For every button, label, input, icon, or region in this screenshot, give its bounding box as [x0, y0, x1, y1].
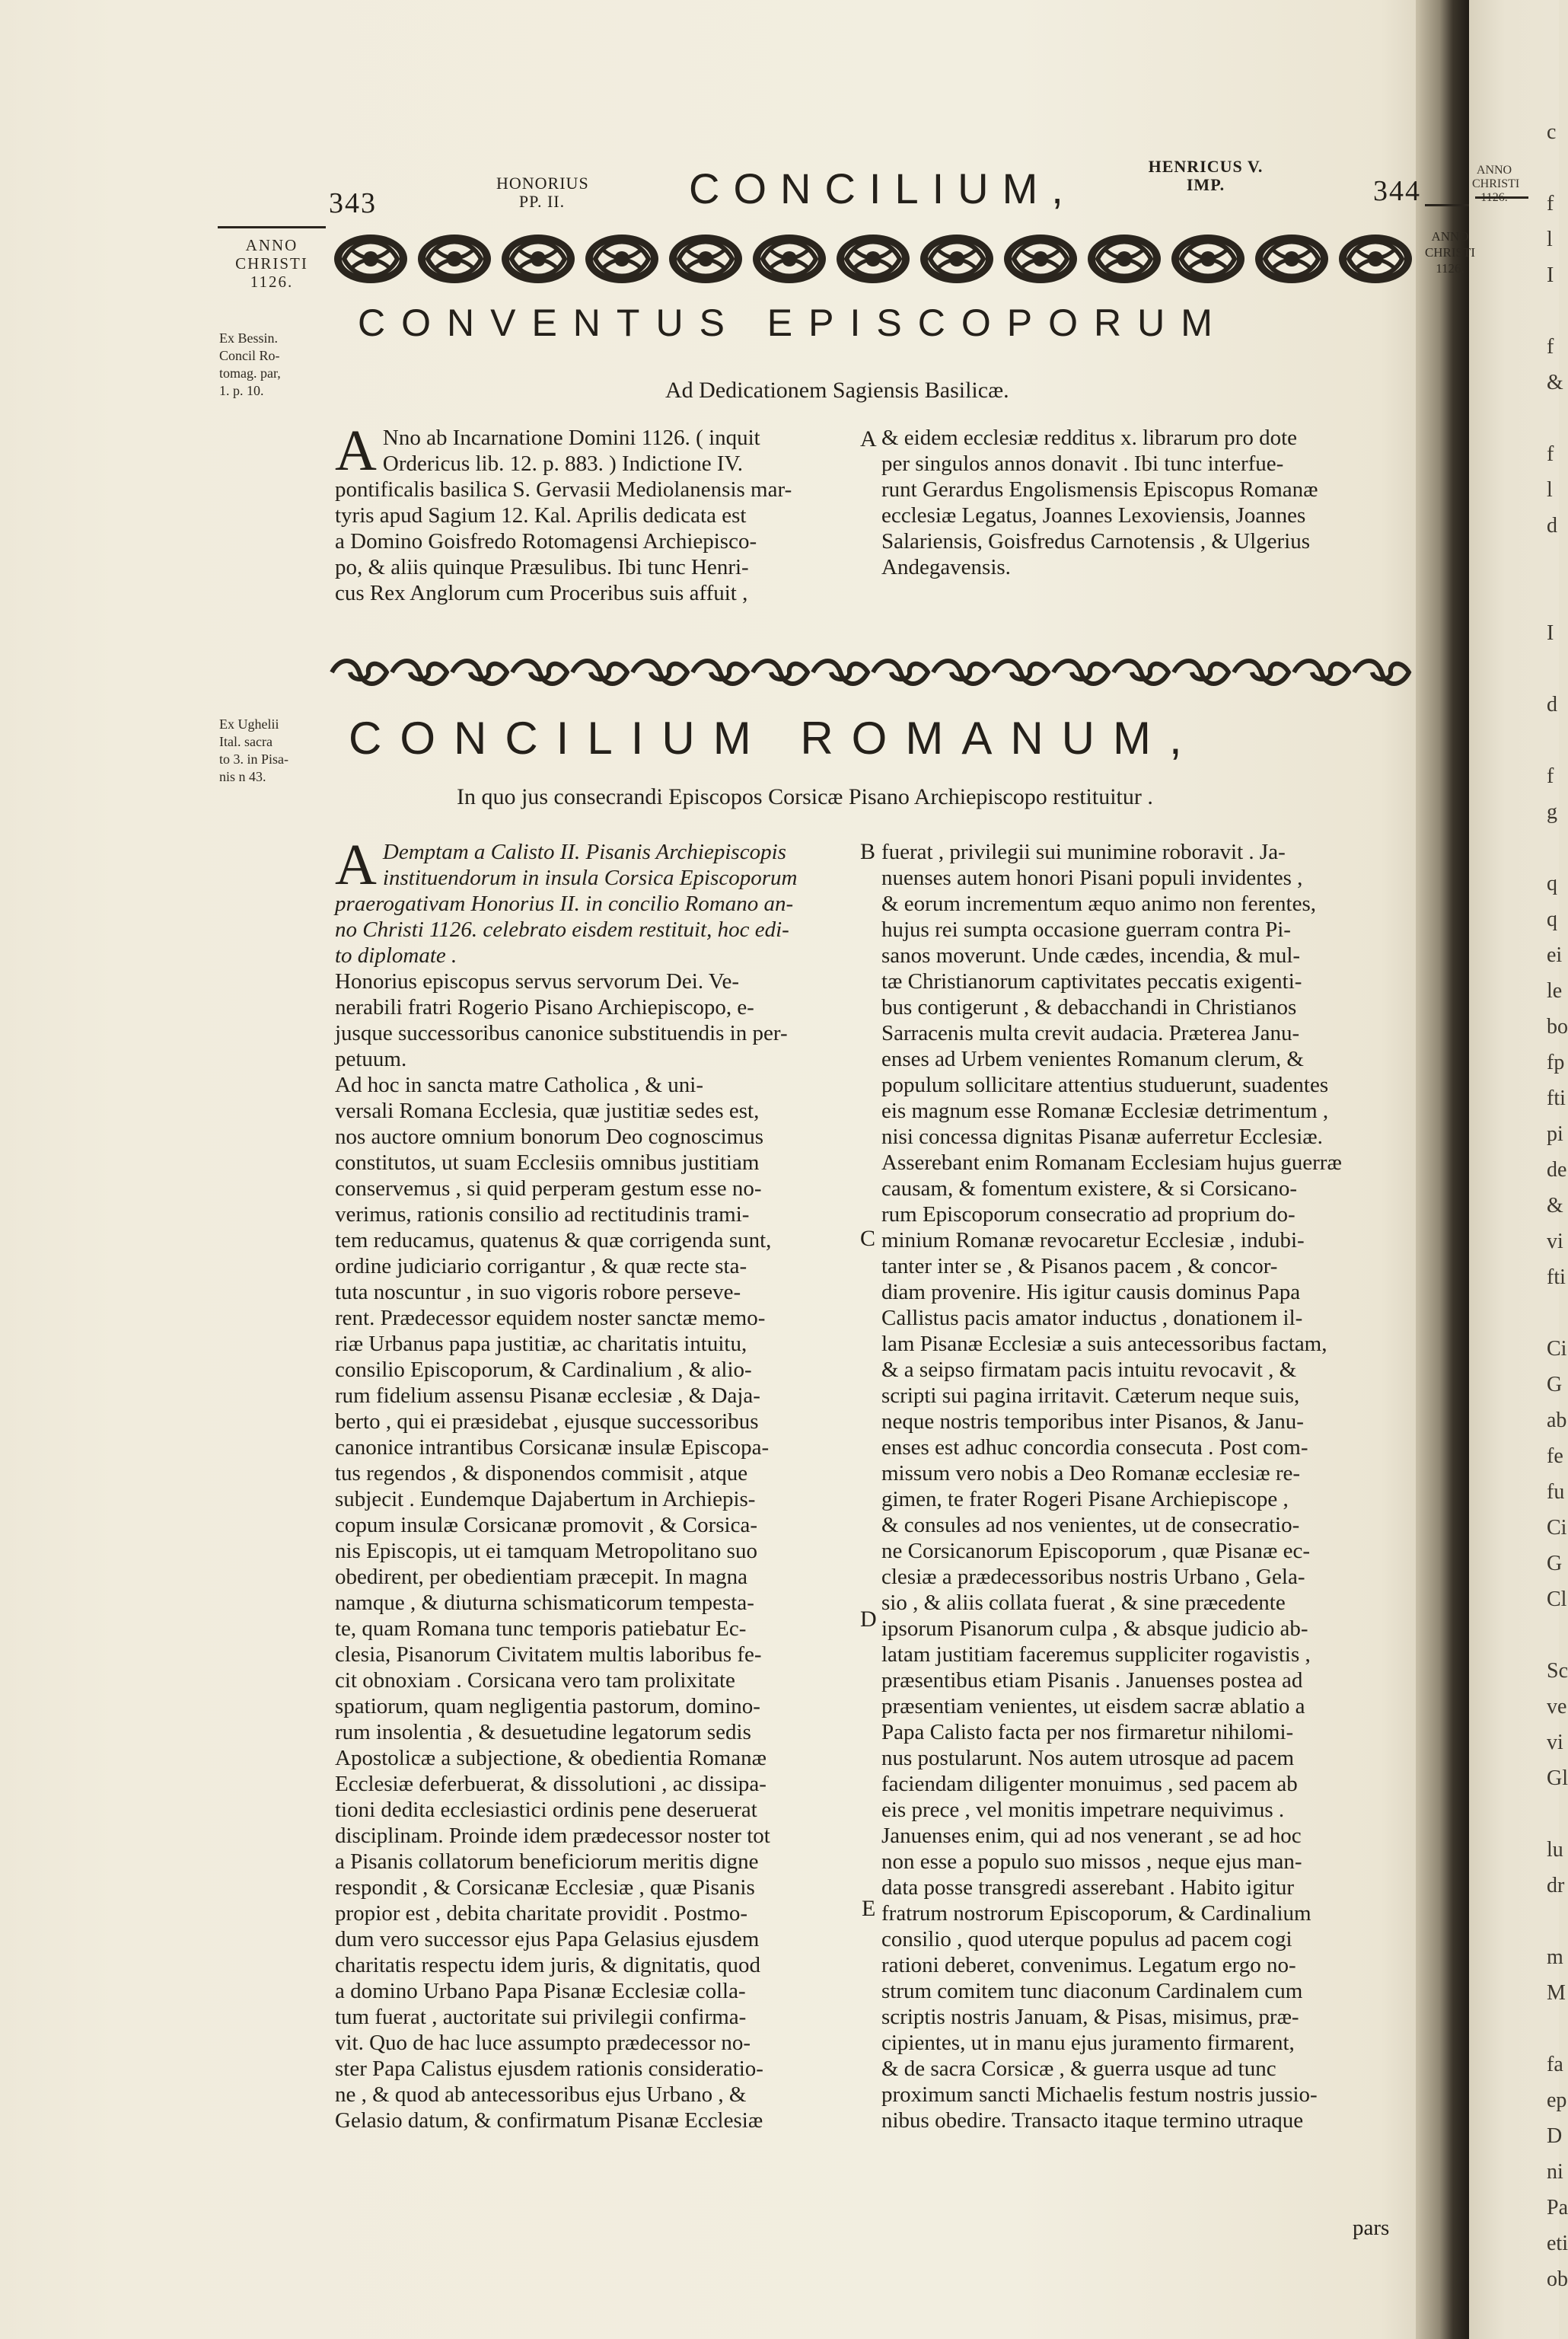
adjacent-letter: c [1547, 120, 1557, 144]
adjacent-letter [1547, 293, 1562, 329]
ornament-scroll [1294, 661, 1349, 684]
page-number-right: 344 [1373, 175, 1421, 207]
adjacent-letter [1547, 1903, 1562, 1939]
book-gutter [1416, 0, 1469, 2339]
adjacent-letter: fe [1547, 1444, 1563, 1468]
adjacent-letter: l [1547, 228, 1553, 251]
adjacent-letter: Sc [1547, 1659, 1568, 1683]
adjacent-margin-note: ANNO CHRISTI [1472, 164, 1520, 190]
source-note-bessin: Ex Bessin. Concil Ro- tomag. par, 1. p. 10. [219, 330, 281, 398]
adjacent-letter [1547, 723, 1562, 758]
anno-christi-right: ANNO CHRISTI 1126. [1424, 229, 1476, 276]
ornament-scroll [933, 661, 988, 684]
ornament-scroll [1354, 661, 1409, 684]
adjacent-letter: fti [1547, 1087, 1566, 1110]
ornament-knot [418, 235, 491, 283]
adjacent-letter [1547, 400, 1562, 436]
adjacent-letter: f [1547, 442, 1554, 466]
drop-cap: A [335, 419, 377, 483]
drop-cap-2: A [335, 833, 377, 897]
adjacent-letter: Pa [1547, 2196, 1568, 2219]
section1-right-text: & eidem ecclesiæ redditus x. librarum pro dote per singulos annos donavit . Ibi tunc interfue- runt Gerardus Engolismensis Episcopus Romanæ ecclesiæ Legatus, Joannes Lexoviensis, Joannes Salariensis, Goisfredus Carnotensis , & Ulgerius Andegavensis. [881, 426, 1318, 579]
ornament-scroll [993, 661, 1048, 684]
adjacent-letter: ni [1547, 2160, 1563, 2184]
margin-rule-right [1425, 204, 1469, 206]
section-title-concilium-romanum: CONCILIUM ROMANUM, [349, 713, 1200, 764]
catchword: pars [1353, 2216, 1390, 2240]
section-subtitle-concilium-romanum: In quo jus consecrandi Episcopos Corsicæ Pisano Archiepiscopo restituitur . [457, 784, 1153, 809]
column-marker-c: C [860, 1226, 876, 1251]
section1-left-text: Nno ab Incarnatione Domini 1126. ( inquit Ordericus lib. 12. p. 883. ) Indictione IV. pontificalis basilica S. Gervasii Mediolanensis mar- tyris apud Sagium 12. Kal. Aprilis dedicata est a Domino Goisfredo Rotomagensi Archiepisco- po, & aliis quinque Præsulibus. Ibi tunc Henri- cus Rex Anglorum cum Proceribus suis affuit , [335, 426, 792, 605]
adjacent-rule [1475, 196, 1528, 199]
source-note-ughelli: Ex Ughelii Ital. sacra to 3. in Pisa- nis n 43. [219, 716, 289, 784]
adjacent-letter: d [1547, 693, 1557, 716]
adjacent-letter [1547, 651, 1562, 687]
adjacent-letter [1547, 1617, 1562, 1653]
adjacent-letter: ep [1547, 2089, 1567, 2112]
ornament-knot [1339, 235, 1412, 283]
adjacent-letter: ob [1547, 2267, 1568, 2291]
adjacent-letter: ve [1547, 1695, 1567, 1718]
ornament-scroll [572, 661, 627, 684]
section2-right-text: fuerat , privilegii sui munimine roboravit . Ja- nuenses autem honori Pisani populi invidentes , & eorum incrementum æquo animo non ferentes, hujus rei sumpta occasione guerram contra Pi- sanos moverunt. Unde cædes, incendia, & mul- tæ Christianorum captivitates peccatis exigenti- bus contigerunt , & debacchandi in Christianos Sarracenis multa crevit audacia. Præterea Janu- enses ad Urbem venientes Romanum clerum, & populum sollicitare attentius studuerunt, suadentes eis magnum esse Romanæ Ecclesiæ detrimentum , nisi concessa dignitas Pisanæ auferretur Ecclesiæ. Asserebant enim Romanam Ecclesiam hujus guerræ causam, & fomentum existere, & si Corsicano- rum Episcoporum consecratio ad proprium do- minium Romanæ revocaretur Ecclesiæ , indubi- tanter inter se , & Pisanos pacem , & concor- diam provenire. His igitur causis dominus Papa Callistus pacis amator inductus , donationem il- lam Pisanæ Ecclesiæ a suis antecessoribus factam, & a seipso firmatam pacis intuitu revocavit , & scripti sui pagina irritavit. Cæterum neque suis, neque nostris temporibus inter Pisanos, & Janu- enses est adhuc concordia consecuta . Post com- missum vero nobis a Deo Romanæ ecclesiæ re- gimen, te frater Rogeri Pisane Archiepiscope , & consules ad nos venientes, ut de consecratio- ne Corsicanorum Episcoporum , quæ Pisanæ ec- clesiæ a prædecessoribus nostris Urbano , Gela- sio , & aliis collata fuerat , & sine præcedente ipsorum Pisanorum culpa , & absque judicio ab- latam justitiam faceremus suppliciter rogavistis , præsentibus etiam Pisanis . Januenses postea ad præsentiam venientes, ut eisdem sacræ ablatio a Papa Calisto facta per nos firmaretur nihilomi- nus postularunt. Nos autem utrosque ad pacem faciendam diligenter monuimus , sed pacem ab eis prece , vel monitis impetrare nequivimus . Januenses enim, qui ad nos venerant , se ad hoc non esse a populo suo missos , neque ejus man- data posse transgredi asserebant . Habito igitur fratrum nostrorum Episcoporum, & Cardinalium consilio , quod uterque populus ad pacem cogi rationi deberet, convenimus. Legatum ergo no- strum comitem tunc diaconum Cardinalem cum scriptis nostris Januam, & Pisas, misimus, præ- cipientes, ut in manu ejus juramento firmarent, & de sacra Corsicæ , & guerra usque ad tunc proximum sancti Michaelis festum nostris jussio- nibus obedire. Transacto itaque termino utraque [881, 840, 1342, 2133]
ornament-scroll [332, 661, 387, 684]
ornament-scroll [633, 661, 687, 684]
margin-rule-left [218, 226, 326, 228]
adjacent-letter [1547, 1796, 1562, 1832]
section1-left-column [335, 419, 860, 606]
ornament-scroll [1053, 661, 1108, 684]
adjacent-letter: ab [1547, 1409, 1567, 1432]
adjacent-letter: I [1547, 263, 1554, 287]
adjacent-letter: Gl [1547, 1766, 1568, 1790]
adjacent-letter: f [1547, 192, 1554, 215]
anno-christi-left: ANNO CHRISTI 1126. [235, 236, 308, 291]
ornament-scroll [392, 661, 447, 684]
adjacent-letter: q [1547, 872, 1557, 895]
ornament-knot [669, 235, 742, 283]
adjacent-letter [1547, 579, 1562, 615]
adjacent-letter: d [1547, 514, 1557, 538]
column-marker-d: D [860, 1607, 877, 1632]
header-pope: HONORIUS PP. II. [496, 174, 589, 211]
adjacent-letter: Cl [1547, 1588, 1567, 1611]
adjacent-letter: f [1547, 764, 1554, 788]
ornament-knot [837, 235, 910, 283]
adjacent-page-edge [1469, 0, 1568, 2339]
column-marker-e: E [862, 1896, 876, 1921]
adjacent-letter: Ci [1547, 1337, 1567, 1361]
adjacent-letter: fu [1547, 1480, 1565, 1504]
running-title: CONCILIUM, [689, 164, 1077, 212]
adjacent-letter: Ci [1547, 1516, 1567, 1540]
column-marker-b: B [860, 839, 876, 864]
column-marker-a: A [860, 426, 877, 452]
adjacent-page-letters [1547, 114, 1568, 2297]
section1-right-column [881, 425, 1414, 580]
ornament-scroll [813, 661, 868, 684]
section2-left-text: Honorius episcopus servus servorum Dei. Ve- nerabili fratri Rogerio Pisano Archiepiscopo, e- jusque successoribus canonice substituendis in per- petuum. Ad hoc in sancta matre Catholica , & uni- versali Romana Ecclesia, quæ justitiæ sedes est, nos auctore omnium bonorum Deo cognoscimus constitutos, ut suam Ecclesiis omnibus justitiam conservemus , si quid perperam gestum esse no- verimus, rationis consilio ad rectitudinis trami- tem reducamus, quatenus & quæ corrigenda sunt, ordine judiciario corrigantur , & quæ recte sta- tuta noscuntur , in suo vigoris robore perseve- rent. Prædecessor equidem noster sanctæ memo- riæ Urbanus papa justitiæ, ac charitatis intuitu, consilio Episcoporum, & Cardinalium , & alio- rum fidelium assensu Pisanæ ecclesiæ , & Daja- berto , qui ei præsidebat , ejusque successoribus canonice intrantibus Corsicanæ insulæ Episcopa- tus regendos , & disponendos commisit , atque subjecit . Eundemque Dajabertum in Archiepis- copum insulæ Corsicanæ promovit , & Corsica- nis Episcopis, ut ei tamquam Metropolitano suo obedirent, per obedientiam præcepit. In magna namque , & diuturna schismaticorum tempesta- te, quam Romana tunc temporis patiebatur Ec- clesia, Pisanorum Civitatem multis laboribus fe- cit obnoxiam . Corsicana vero tam prolixitate spatiorum, quam negligentia pastorum, domino- rum insolentia , & desuetudine legatorum sedis Apostolicæ a subjectione, & obedientia Romanæ Ecclesiæ deferbuerat, & dissolutioni , ac dissipa- tioni dedita ecclesiastici ordinis pene deseruerat disciplinam. Proinde idem prædecessor noster tot a Pisanis collatorum beneficiorum meritis digne respondit , & Corsicanæ Ecclesiæ , quæ Pisanis propior est , debita charitate providit . Postmo- dum vero successor ejus Papa Gelasius ejusdem charitatis respectu idem juris, & dignitatis, quod a domino Urbano Papa Pisanæ Ecclesiæ colla- tum fuerat , auctoritate sui privilegii confirma- vit. Quo de hac luce assumpto prædecessor no- ster Papa Calistus ejusdem rationis consideratio- ne , & quod ab antecessoribus ejus Urbano , & Gelasio datum, & confirmatum Pisanæ Ecclesiæ [335, 969, 788, 2133]
ornament-scroll [693, 661, 747, 684]
adjacent-letter: lu [1547, 1838, 1563, 1862]
section-title-conventus: CONVENTUS EPISCOPORUM [358, 302, 1229, 344]
page-number-left: 343 [329, 187, 377, 219]
ornament-scroll [452, 661, 507, 684]
adjacent-letter [1547, 1295, 1562, 1331]
decorative-ornament-band-middle [329, 653, 1416, 691]
section-subtitle-conventus: Ad Dedicationem Sagiensis Basilicæ. [665, 378, 1009, 403]
adjacent-letter: & [1547, 1194, 1563, 1217]
adjacent-letter: fp [1547, 1051, 1565, 1074]
adjacent-letter: vi [1547, 1230, 1563, 1253]
header-emperor: HENRICUS V. IMP. [1148, 157, 1264, 194]
adjacent-letter: vi [1547, 1731, 1563, 1754]
ornament-knot [920, 235, 993, 283]
ornament-knot [753, 235, 826, 283]
adjacent-letter: dr [1547, 1874, 1565, 1897]
section2-right-column [881, 839, 1414, 2133]
adjacent-letter [1547, 150, 1562, 186]
adjacent-letter: q [1547, 908, 1557, 931]
adjacent-letter: G [1547, 1373, 1563, 1396]
ornament-knot [502, 235, 575, 283]
ornament-knot [585, 235, 658, 283]
adjacent-letter: G [1547, 1552, 1563, 1575]
adjacent-letter: fti [1547, 1265, 1566, 1289]
ornament-scroll [873, 661, 928, 684]
section2-left-column [335, 833, 860, 2133]
ornament-scroll [512, 661, 567, 684]
ornament-scroll [1174, 661, 1229, 684]
ornament-knot [1088, 235, 1161, 283]
ornament-scroll [1234, 661, 1289, 684]
adjacent-letter: ei [1547, 943, 1563, 967]
adjacent-letter: g [1547, 800, 1557, 824]
adjacent-letter [1547, 2011, 1562, 2047]
adjacent-letter: M [1547, 1981, 1566, 2005]
adjacent-letter: I [1547, 621, 1554, 645]
adjacent-letter: eti [1547, 2232, 1568, 2255]
ornament-scroll [1114, 661, 1168, 684]
decorative-ornament-band-top [329, 221, 1417, 297]
ornament-knot [1004, 235, 1077, 283]
adjacent-letter: pi [1547, 1122, 1563, 1146]
adjacent-letter: fa [1547, 2053, 1563, 2076]
adjacent-letter: de [1547, 1158, 1567, 1182]
adjacent-letter: f [1547, 335, 1554, 359]
adjacent-letter: m [1547, 1945, 1563, 1969]
adjacent-letter [1547, 830, 1562, 866]
section2-intro: Demptam a Calisto II. Pisanis Archiepiscopis instituendorum in insula Corsica Episcoporum praerogativam Honorius II. in concilio Romano an- no Christi 1126. celebrato eisdem restituit, hoc edi- to diplomate . [335, 840, 798, 968]
adjacent-letter: le [1547, 979, 1563, 1003]
adjacent-letter: & [1547, 371, 1563, 394]
ornament-scroll [753, 661, 808, 684]
adjacent-letter [1547, 544, 1562, 579]
ornament-knot [334, 235, 407, 283]
adjacent-letter: l [1547, 478, 1553, 502]
ornament-knot [1255, 235, 1328, 283]
ornament-knot [1171, 235, 1245, 283]
adjacent-letter: bo [1547, 1015, 1568, 1039]
adjacent-letter: D [1547, 2124, 1563, 2148]
